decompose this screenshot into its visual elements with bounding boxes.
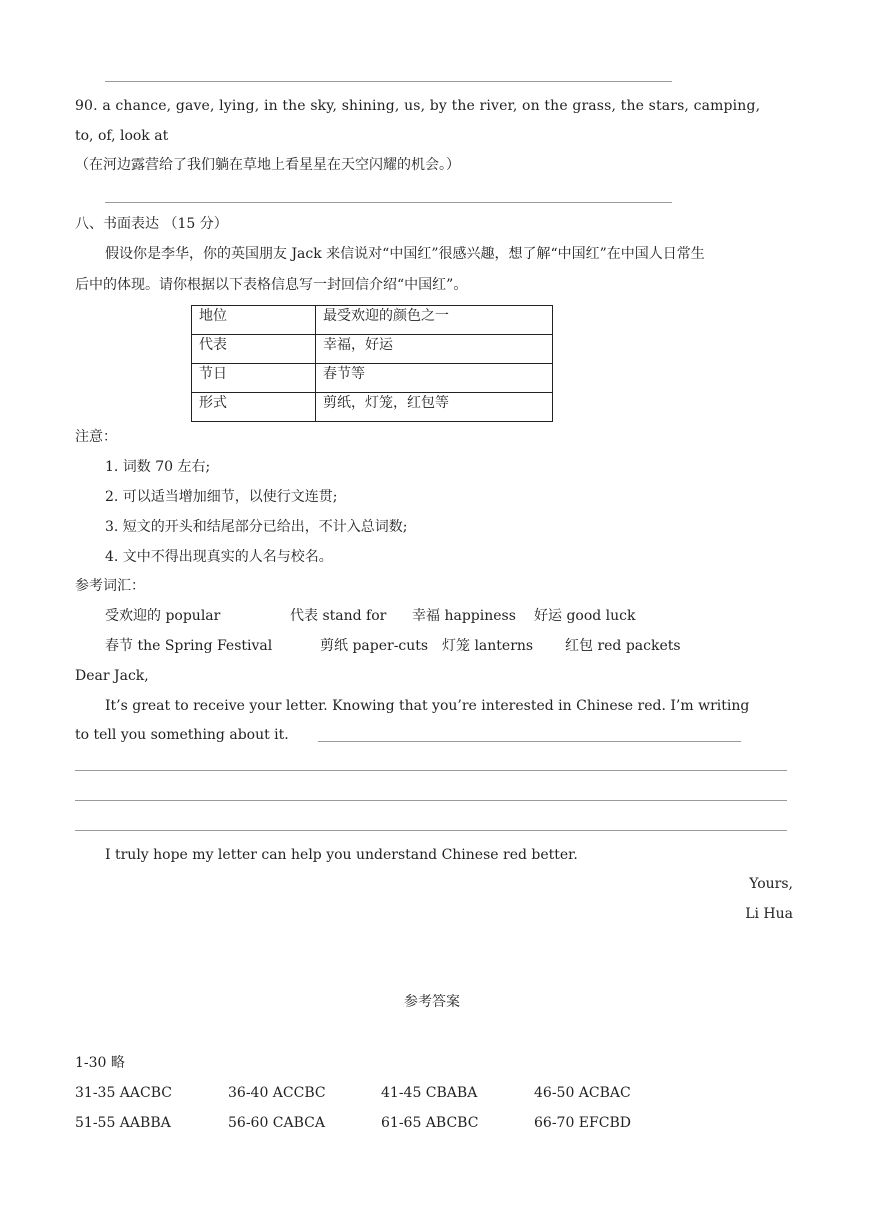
vocab-item: [105, 639, 272, 653]
vocab-cn: 灯笼: [442, 638, 470, 654]
vocab-item: [442, 639, 533, 653]
vocab-cn: 春节: [105, 638, 133, 654]
vocab-item: [565, 639, 681, 653]
writing-line: [75, 800, 787, 801]
info-table: [191, 305, 553, 422]
prompt-line-1: 假设你是李华，你的英国朋友 Jack 来信说对“中国红”很感兴趣，想了解“中国红”在中国人日常生: [105, 246, 705, 262]
notes-title: 注意：: [75, 429, 117, 445]
table-cell-value: 最受欢迎的颜色之一: [316, 306, 553, 335]
table-cell-key: 代表: [192, 335, 316, 364]
table-cell-value: 春节等: [316, 364, 553, 393]
table-row: [192, 306, 553, 335]
answers-row-0: 1-30 略: [75, 1055, 125, 1071]
vocab-cn: 代表: [290, 608, 318, 624]
note-item: 1. 词数 70 左右;: [105, 459, 211, 475]
letter-opening-line-1: It’s great to receive your letter. Knowing that you’re interested in Chinese red. I’m writing: [105, 698, 750, 714]
letter-opening-line-2: to tell you something about it.: [75, 727, 289, 743]
section-heading: 八、书面表达 （15 分）: [75, 216, 228, 232]
question-90-hint: （在河边露营给了我们躺在草地上看星星在天空闪耀的机会。）: [75, 157, 460, 173]
vocab-cn: 好运: [534, 608, 562, 624]
writing-line: [75, 770, 787, 771]
answer-group: 51-55 AABBA: [75, 1115, 171, 1131]
question-90-words-line1: [75, 99, 760, 113]
letter-closing: I truly hope my letter can help you understand Chinese red better.: [105, 847, 578, 863]
prompt-line-2: 后中的体现。请你根据以下表格信息写一封回信介绍“中国红”。: [75, 277, 468, 293]
answer-group: 46-50 ACBAC: [534, 1085, 631, 1101]
table-cell-key: 节日: [192, 364, 316, 393]
vocab-cn: 受欢迎的: [105, 608, 161, 624]
answer-line: [105, 81, 672, 82]
vocab-en: the Spring Festival: [137, 638, 273, 654]
vocab-title: 参考词汇：: [75, 578, 145, 594]
vocab-item: [534, 609, 636, 623]
letter-signature: Li Hua: [745, 906, 793, 922]
table-cell-key: 形式: [192, 393, 316, 422]
vocab-en: happiness: [444, 608, 516, 624]
vocab-item: [290, 609, 386, 623]
answer-group: 61-65 ABCBC: [381, 1115, 479, 1131]
question-words: a chance, gave, lying, in the sky, shining, us, by the river, on the grass, the stars, camping,: [102, 98, 761, 114]
vocab-item: [320, 639, 428, 653]
vocab-en: stand for: [322, 608, 387, 624]
table-cell-value: 剪纸，灯笼，红包等: [316, 393, 553, 422]
writing-line: [75, 830, 787, 831]
answer-group: 66-70 EFCBD: [534, 1115, 631, 1131]
note-item: 3. 短文的开头和结尾部分已给出，不计入总词数;: [105, 519, 408, 535]
vocab-cn: 剪纸: [320, 638, 348, 654]
table-cell-key: 地位: [192, 306, 316, 335]
vocab-en: lanterns: [474, 638, 534, 654]
vocab-en: good luck: [566, 608, 636, 624]
note-item: 2. 可以适当增加细节，以使行文连贯;: [105, 489, 338, 505]
table-cell-value: 幸福，好运: [316, 335, 553, 364]
writing-line: [318, 741, 741, 742]
answer-group: 56-60 CABCA: [228, 1115, 326, 1131]
vocab-en: red packets: [597, 638, 681, 654]
letter-signoff: Yours,: [749, 876, 793, 892]
answer-line: [105, 202, 672, 203]
answer-group: 41-45 CBABA: [381, 1085, 478, 1101]
vocab-en: paper-cuts: [352, 638, 429, 654]
answer-group: 31-35 AACBC: [75, 1085, 173, 1101]
vocab-en: popular: [165, 608, 221, 624]
table-row: [192, 393, 553, 422]
vocab-cn: 幸福: [412, 608, 440, 624]
answer-group: 36-40 ACCBC: [228, 1085, 326, 1101]
vocab-item: [412, 609, 516, 623]
letter-greeting: Dear Jack,: [75, 668, 149, 684]
table-row: [192, 335, 553, 364]
question-90-words-line2: to, of, look at: [75, 128, 169, 144]
table-row: [192, 364, 553, 393]
question-number: 90.: [75, 98, 98, 114]
vocab-cn: 红包: [565, 638, 593, 654]
vocab-item: [105, 609, 220, 623]
answers-title: 参考答案: [404, 994, 460, 1010]
note-item: 4. 文中不得出现真实的人名与校名。: [105, 549, 333, 565]
